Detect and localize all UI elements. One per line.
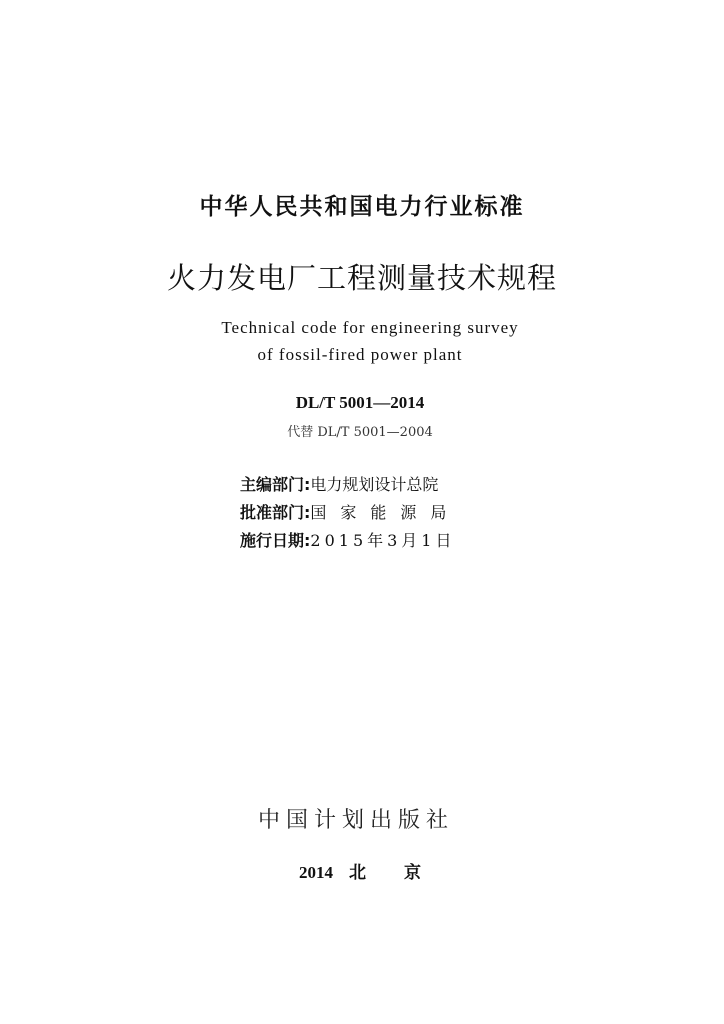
editor-label: 主编部门:	[240, 475, 311, 494]
approver-value: 国家能源局	[310, 503, 461, 522]
approver-label: 批准部门:	[240, 503, 311, 522]
editor-row	[240, 472, 438, 495]
document-title-english-line1: Technical code for engineering survey	[221, 318, 519, 337]
imprint-city-part1: 北	[349, 863, 366, 883]
imprint-line	[0, 858, 722, 883]
publisher-name: 中国计划出版社	[257, 808, 454, 833]
imprint-city-part2: 京	[404, 863, 421, 883]
replaced-standard: 代替 DL/T 5001—2004	[287, 425, 433, 440]
effective-date-row	[240, 528, 456, 551]
document-title-english-line2: of fossil-fired power plant	[257, 345, 463, 364]
approver-row	[240, 500, 460, 523]
standard-category: 中华人民共和国电力行业标准	[199, 194, 525, 220]
editor-value: 电力规划设计总院	[310, 475, 439, 494]
effective-date-label: 施行日期:	[240, 531, 311, 550]
imprint-year: 2014	[299, 863, 333, 882]
document-title-chinese: 火力发电厂工程测量技术规程	[166, 261, 557, 295]
standard-code: DL/T 5001—2014	[295, 393, 425, 412]
effective-date-value: 2015年3月1日	[310, 531, 456, 550]
